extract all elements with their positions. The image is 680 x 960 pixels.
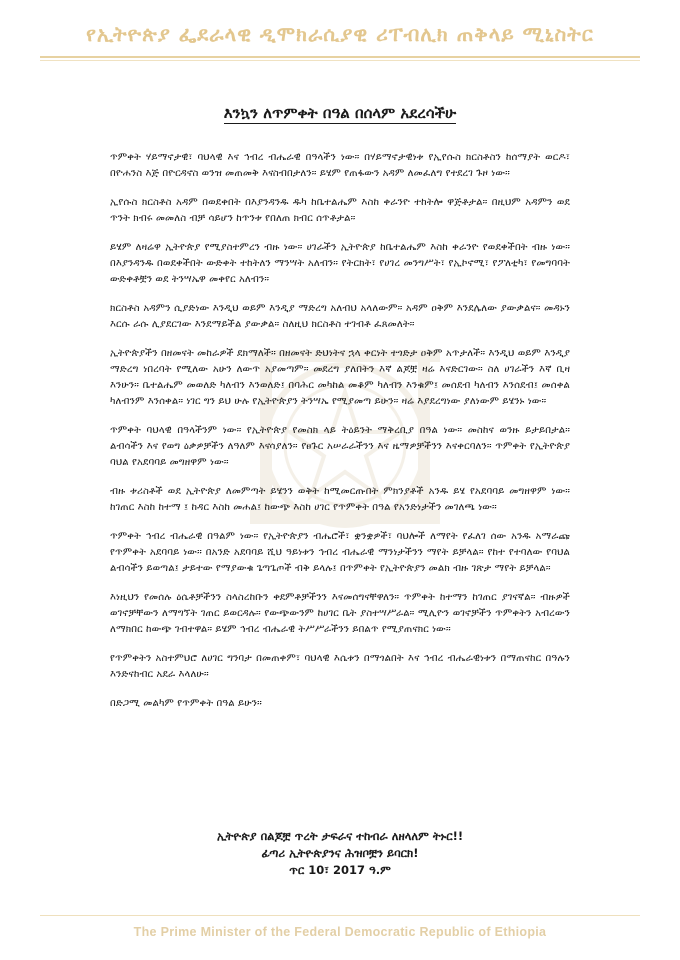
paragraph-8: ጥምቀት ኅብረ ብሔራዊ በዓልም ነው። የኢትዮጵያን ብሔሮች፣ ቋንቋዎች፣ ባህሎች ለማየት የፈለገ ሰው አንዱ አማራጩ የጥምቀት አደባባይ ነው። በአንድ አደባባይ ሺህ ዓይነቱን ኅብረ ብሔራዊ ማንነታችንን ማየት ይቻላል። የከተ የተባለው የባህል ልብሳችን ይወጣል፤ ታይተው የማያውቁ ጌጣጌጦች ብቅ ይላሉ፤ በጥምቀት የኢትዮጵያን መልክ ብዙ ገጽታ ማየት ይቻላል። bbox=[110, 531, 570, 574]
letterhead-footer: The Prime Minister of the Federal Democratic Republic of Ethiopia bbox=[133, 925, 547, 939]
letterhead-title: የኢትዮጵያ ፌደራላዊ ዲሞክራሲያዊ ሪፐብሊክ ጠቅላይ ሚኒስትር bbox=[86, 22, 594, 46]
paragraph-4: ክርስቶስ አዳምን ሲያድነው እንዲህ ወይም እንዲያ ማድረግ አለብህ አላለውም። አዳም ዐቅም እንደሌለው ያውቃልና። መዳኑን እርሱ ራሱ ሊያደርገው እንደማይችል ያውቃል። ስለዚህ ክርስቶስ ተገብቶ ፈጸመለት። bbox=[110, 303, 570, 330]
closing-block bbox=[0, 828, 680, 879]
letter-body bbox=[110, 150, 570, 725]
paragraph-6: ጥምቀት ባህላዊ በዓላችንም ነው። የኢትዮጵያ የመስክ ላይ ትዕይንት ማቅረቢያ በዓል ነው። መስከና ወንዙ ይታይበታል። ልብሳችን እና የወግ ዕቃዎቻችን ለዓለም እናሳያለን። የፀጉር አሠራራችንን እና ዜማዎቻችንን እናቀርባለን። ጥምቀት የኢትዮጵያ ባህል የአደባባይ መግዘዋም ነው። bbox=[110, 425, 570, 468]
closing-date: ጥር 10፣ 2017 ዓ.ም bbox=[289, 863, 391, 877]
paragraph-10: የጥምቀትን አስተምህሮ ለሀገር ግንባታ በመጠቀም፣ ባህላዊ እሴቱን በማጎልበት እና ኅብረ ብሔራዊነቱን በማጠናከር በዓሉን እንድናከብር አደራ እላለሁ። bbox=[110, 653, 570, 680]
closing-line-1: ኢትዮጵያ በልጆቿ ጥረት ታፍራና ተከብራ ለዘላለም ትኑር!! bbox=[216, 829, 464, 843]
header-divider bbox=[40, 56, 640, 58]
document-title-text: እንኳን ለጥምቀት በዓል በሰላም አደረሳችሁ bbox=[223, 104, 457, 122]
paragraph-2: ኢየሱስ ክርስቶስ አዳም በወደቀበት በእያንዳንዱ ዱካ ከቤተልሔም እስከ ቀራንዮ ተከትሎ ዋጅቶታል። በዚህም አዳምን ወደ ጥንት ክብሩ መመለስ ብቻ ሳይሆን ከጥንቱ የበለጠ ክብር ሰጥቶታል። bbox=[110, 197, 570, 224]
paragraph-7: ብዙ ቱሪስቶች ወደ ኢትዮጵያ ለመምጣት ይሄንን ወቅት ከሚመርጡበት ምክንያቶች አንዱ ይሄ የአደባባይ መግዘዋም ነው። ከገጠር እስከ ከተማ ፤ ከዳር እስከ መሐል፤ ከውጭ እስከ ሀገር የጥምቀት በዓል የአንድነታችን መገለጫ ነው። bbox=[110, 486, 570, 513]
closing-line-2: ፊጣሪ ኢትዮጵያንና ሕዝቦቿን ይባርክ! bbox=[261, 846, 419, 860]
header-divider-thin bbox=[40, 60, 640, 61]
paragraph-5: ኢትዮጵያችን በዘመናት መከራዎች ደክማለች። በዘመናት ድህነትና ኋላ ቀርነት ተጎድታ ዐቅም አጥታለች። እንዲህ ወይም እንዲያ ማድረግ ነበረባት የሚለው አሁን ለውጥ አያመጣም። መደረግ ያለበትን እኛ ልጆቿ ዛሬ እናድርገው። ስለ ሀገራችን እኛ ቢዛ እንሁን። ቤተልሔም መወለድ ካለብን እንወለድ፤ በባሕር መካከል መቆም ካለብን እንቁም፤ መሰደብ ካለብን እንሰደብ፤ መሰቀል ካለብንም እንሰቀል። ነገር ግን ይህ ሁሉ የኢትዮጵያን ትንሣኤ የሚያመጣ ይሁን። ዛሬ እያደረግነው ያለነውም ይሄንኑ ነው። bbox=[110, 348, 570, 407]
document-title bbox=[0, 104, 680, 122]
paragraph-1: ጥምቀት ሃይማኖታዊ፣ ባህላዊ እና ኅብረ ብሔራዊ በዓላችን ነው። በሃይማኖታዊነቱ የኢየሱስ ክርስቶስን ከሰማያት ወርዶ፣ በዮሐንስ እጅ በዮርዳኖስ ወንዝ መጠመቅ እናስብበታለን። ይሄም የጠፋውን አዳም ለመፈለግ የተደረገ ጉዞ ነው። bbox=[110, 152, 570, 179]
paragraph-11: በድጋሚ መልካም የጥምቀት በዓል ይሁን። bbox=[110, 698, 262, 709]
footer-divider bbox=[40, 915, 640, 916]
paragraph-9: እነዚህን የመሰሉ ዕሴቶቻችንን ስላስረከቡን ቀደምቶቻችንን እናመሰግናቸዋለን። ጥምቀት ከተማን ከገጠር ያገናኛል። ብዙዎች ወገኖቻቸውን ለማግኘት ገጠር ይወርዳሉ። የውጭውንም ከሀገር ቤት ያስተሣሥራል። ሚሊዮን ወገኖቻችን ጥምቀትን አብረውን ለማክበር ከውጭ ገብተዋል። ይሄም ኅብረ ብሔራዊ ትሥሥራችንን ይበልጥ የሚያጠናክር ነው። bbox=[110, 592, 570, 635]
paragraph-3: ይሄም ለዛሬዋ ኢትዮጵያ የሚያስተምረን ብዙ ነው። ሀገራችን ኢትዮጵያ ከቤተልሔም እስከ ቀራንዮ የወደቀችበት ብዙ ነው። በእያንዳንዱ በወደቀችበት ውድቀት ተከትለን ማንሣት አለብን። የትርክት፣ የሀገረ መንግሥት፣ የኢኮኖሚ፣ የፖለቲካ፣ የመግባባት ውድቀቶቿን ወደ ትንሣኤዋ መቀየር አለብን። bbox=[110, 242, 570, 285]
